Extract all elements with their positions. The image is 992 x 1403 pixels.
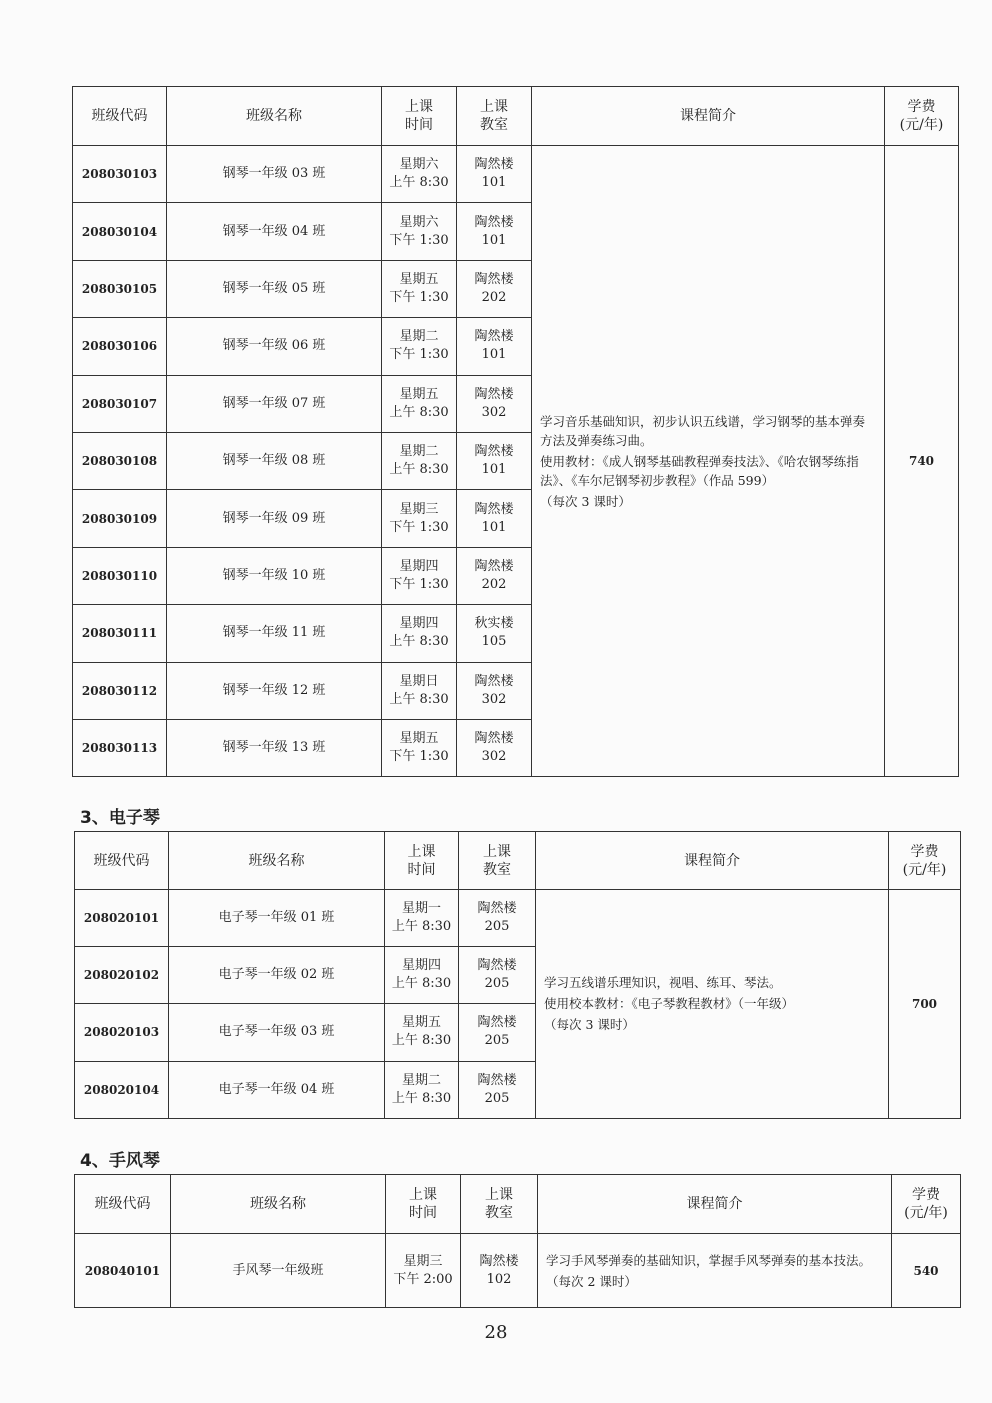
header-time: 上课 时间 (385, 832, 459, 890)
class-room (461, 1234, 538, 1308)
class-code: 208030103 (73, 146, 167, 203)
intro-paragraph: 使用校本教材：《电子琴教程教材》（一年级） (544, 996, 795, 1012)
class-building: 陶然楼 (477, 901, 517, 917)
header-room: 上课 教室 (459, 832, 536, 890)
class-code: 208030108 (73, 432, 167, 489)
class-building: 秋实楼 (474, 616, 514, 632)
class-time (382, 547, 457, 604)
class-hour: 下午 1:30 (389, 749, 449, 765)
class-room (459, 890, 536, 947)
class-room-number: 205 (484, 976, 510, 992)
table-row (73, 146, 959, 203)
class-building: 陶然楼 (474, 214, 514, 230)
piano-rows (73, 146, 959, 777)
class-building: 陶然楼 (474, 157, 514, 173)
header-intro: 课程简介 (538, 1175, 892, 1234)
class-room (457, 203, 532, 260)
class-room (457, 662, 532, 719)
header-room: 上课 教室 (461, 1175, 538, 1234)
class-time (385, 1061, 459, 1118)
tuition-fee: 700 (889, 890, 961, 1119)
class-hour: 下午 2:00 (393, 1271, 453, 1287)
class-hour: 上午 8:30 (391, 1090, 452, 1106)
class-name: 电子琴一年级 02 班 (169, 947, 385, 1004)
class-room-number: 302 (481, 691, 507, 707)
class-hour: 下午 1:30 (389, 347, 449, 363)
table-row (75, 890, 961, 947)
class-time (382, 203, 457, 260)
class-code: 208040101 (75, 1234, 171, 1308)
header-code: 班级代码 (73, 87, 167, 146)
header-name: 班级名称 (171, 1175, 386, 1234)
class-code: 208030105 (73, 260, 167, 317)
class-day: 星期日 (399, 673, 439, 689)
class-time (382, 260, 457, 317)
class-day: 星期三 (403, 1253, 443, 1269)
class-room-number: 202 (481, 576, 507, 592)
course-intro (532, 146, 885, 777)
class-name: 手风琴一年级班 (171, 1234, 386, 1308)
class-name: 电子琴一年级 04 班 (169, 1061, 385, 1118)
class-code: 208030113 (73, 719, 167, 776)
section-heading-accordion: 4、手风琴 (80, 1151, 160, 1171)
class-room (457, 547, 532, 604)
class-room (459, 1061, 536, 1118)
class-room (459, 1004, 536, 1061)
header-name: 班级名称 (169, 832, 385, 890)
class-room-number: 101 (481, 232, 507, 248)
class-code: 208030110 (73, 547, 167, 604)
class-day: 星期一 (401, 901, 441, 917)
class-hour: 下午 1:30 (389, 519, 449, 535)
class-building: 陶然楼 (474, 501, 514, 517)
class-code: 208030111 (73, 605, 167, 662)
class-room-number: 205 (484, 1033, 510, 1049)
class-hour: 上午 8:30 (389, 634, 449, 650)
class-room-number: 101 (481, 462, 507, 478)
class-code: 208020102 (75, 947, 169, 1004)
piano-class-table (72, 86, 959, 777)
course-intro (538, 1234, 892, 1308)
class-hour: 上午 8:30 (391, 919, 452, 935)
class-building: 陶然楼 (477, 1015, 517, 1031)
class-building: 陶然楼 (474, 673, 514, 689)
header-code: 班级代码 (75, 832, 169, 890)
class-code: 208030104 (73, 203, 167, 260)
class-day: 星期五 (399, 731, 439, 747)
class-name: 钢琴一年级 08 班 (167, 432, 382, 489)
class-room (457, 719, 532, 776)
class-room (457, 375, 532, 432)
class-hour: 上午 8:30 (389, 175, 449, 191)
header-name: 班级名称 (167, 87, 382, 146)
header-room: 上课 教室 (457, 87, 532, 146)
section-heading-keyboard: 3、电子琴 (80, 808, 160, 828)
intro-paragraph: （每次 2 课时） (546, 1273, 637, 1289)
course-intro (536, 890, 889, 1119)
class-building: 陶然楼 (474, 386, 514, 402)
header-fee: 学费 (元/年) (889, 832, 961, 890)
table-row (75, 1234, 961, 1308)
class-time (385, 947, 459, 1004)
header-intro: 课程简介 (532, 87, 885, 146)
class-time (382, 719, 457, 776)
class-building: 陶然楼 (477, 1072, 517, 1088)
header-fee: 学费 (元/年) (892, 1175, 961, 1234)
class-day: 星期二 (399, 444, 439, 460)
class-hour: 上午 8:30 (389, 691, 449, 707)
class-day: 星期五 (399, 271, 439, 287)
class-hour: 下午 1:30 (389, 289, 449, 305)
intro-paragraph: 使用教材：《成人钢琴基础教程弹奏技法》、《哈农钢琴练指法》、《车尔尼钢琴初步教程》（作品 599） (540, 453, 859, 488)
class-name: 钢琴一年级 03 班 (167, 146, 382, 203)
class-room-number: 202 (481, 289, 507, 305)
class-building: 陶然楼 (474, 558, 514, 574)
header-row (75, 832, 961, 890)
class-name: 钢琴一年级 07 班 (167, 375, 382, 432)
class-hour: 下午 1:30 (389, 232, 449, 248)
class-time (382, 490, 457, 547)
header-row (73, 87, 959, 146)
accordion-class-table (74, 1174, 961, 1308)
class-code: 208020104 (75, 1061, 169, 1118)
class-name: 电子琴一年级 03 班 (169, 1004, 385, 1061)
intro-paragraph: 学习五线谱乐理知识，视唱、练耳、琴法。 (544, 975, 782, 991)
page-number: 28 (484, 1322, 508, 1343)
class-day: 星期四 (401, 958, 441, 974)
intro-paragraph: 学习音乐基础知识，初步认识五线谱，学习钢琴的基本弹奏方法及弹奏练习曲。 (540, 413, 866, 448)
class-room-number: 101 (481, 519, 507, 535)
class-room-number: 302 (481, 404, 507, 420)
class-hour: 上午 8:30 (391, 976, 452, 992)
class-time (382, 662, 457, 719)
header-code: 班级代码 (75, 1175, 171, 1234)
class-building: 陶然楼 (474, 444, 514, 460)
class-name: 钢琴一年级 09 班 (167, 490, 382, 547)
intro-paragraph: （每次 3 课时） (540, 493, 631, 509)
class-day: 星期五 (399, 386, 439, 402)
class-time (386, 1234, 461, 1308)
class-room (457, 260, 532, 317)
class-time (382, 432, 457, 489)
tuition-fee: 740 (885, 146, 959, 777)
class-room-number: 101 (481, 347, 507, 363)
class-name: 钢琴一年级 13 班 (167, 719, 382, 776)
accordion-rows (75, 1234, 961, 1308)
class-hour: 上午 8:30 (389, 404, 449, 420)
class-time (382, 375, 457, 432)
class-name: 钢琴一年级 04 班 (167, 203, 382, 260)
class-name: 钢琴一年级 06 班 (167, 318, 382, 375)
class-day: 星期二 (401, 1072, 441, 1088)
class-time (382, 318, 457, 375)
class-code: 208020101 (75, 890, 169, 947)
class-hour: 下午 1:30 (389, 576, 449, 592)
header-row (75, 1175, 961, 1234)
class-time (385, 1004, 459, 1061)
class-code: 208020103 (75, 1004, 169, 1061)
class-room-number: 101 (481, 175, 507, 191)
class-building: 陶然楼 (474, 271, 514, 287)
class-code: 208030109 (73, 490, 167, 547)
class-building: 陶然楼 (474, 731, 514, 747)
class-room (457, 490, 532, 547)
class-room (459, 947, 536, 1004)
header-fee: 学费 (元/年) (885, 87, 959, 146)
header-time: 上课 时间 (382, 87, 457, 146)
class-name: 钢琴一年级 05 班 (167, 260, 382, 317)
class-room-number: 205 (484, 919, 510, 935)
class-code: 208030112 (73, 662, 167, 719)
class-room (457, 605, 532, 662)
class-code: 208030107 (73, 375, 167, 432)
class-room (457, 432, 532, 489)
class-day: 星期六 (399, 214, 439, 230)
class-day: 星期五 (401, 1015, 441, 1031)
class-time (385, 890, 459, 947)
class-code: 208030106 (73, 318, 167, 375)
class-time (382, 146, 457, 203)
class-day: 星期二 (399, 329, 439, 345)
class-name: 钢琴一年级 12 班 (167, 662, 382, 719)
class-building: 陶然楼 (477, 958, 517, 974)
intro-paragraph: 学习手风琴弹奏的基础知识，掌握手风琴弹奏的基本技法。 (546, 1252, 872, 1268)
class-room-number: 205 (484, 1090, 510, 1106)
class-building: 陶然楼 (474, 329, 514, 345)
class-room-number: 102 (486, 1271, 512, 1287)
class-room-number: 105 (481, 634, 507, 650)
header-time: 上课 时间 (386, 1175, 461, 1234)
class-time (382, 605, 457, 662)
class-hour: 上午 8:30 (389, 462, 449, 478)
class-day: 星期六 (399, 157, 439, 173)
class-day: 星期四 (399, 616, 439, 632)
class-day: 星期三 (399, 501, 439, 517)
class-room (457, 146, 532, 203)
class-name: 钢琴一年级 11 班 (167, 605, 382, 662)
class-day: 星期四 (399, 558, 439, 574)
class-name: 电子琴一年级 01 班 (169, 890, 385, 947)
class-room (457, 318, 532, 375)
class-hour: 上午 8:30 (391, 1033, 452, 1049)
keyboard-rows (75, 890, 961, 1119)
class-building: 陶然楼 (479, 1253, 519, 1269)
header-intro: 课程简介 (536, 832, 889, 890)
class-name: 钢琴一年级 10 班 (167, 547, 382, 604)
tuition-fee: 540 (892, 1234, 961, 1308)
intro-paragraph: （每次 3 课时） (544, 1017, 635, 1033)
keyboard-class-table (74, 831, 961, 1119)
class-room-number: 302 (481, 749, 507, 765)
